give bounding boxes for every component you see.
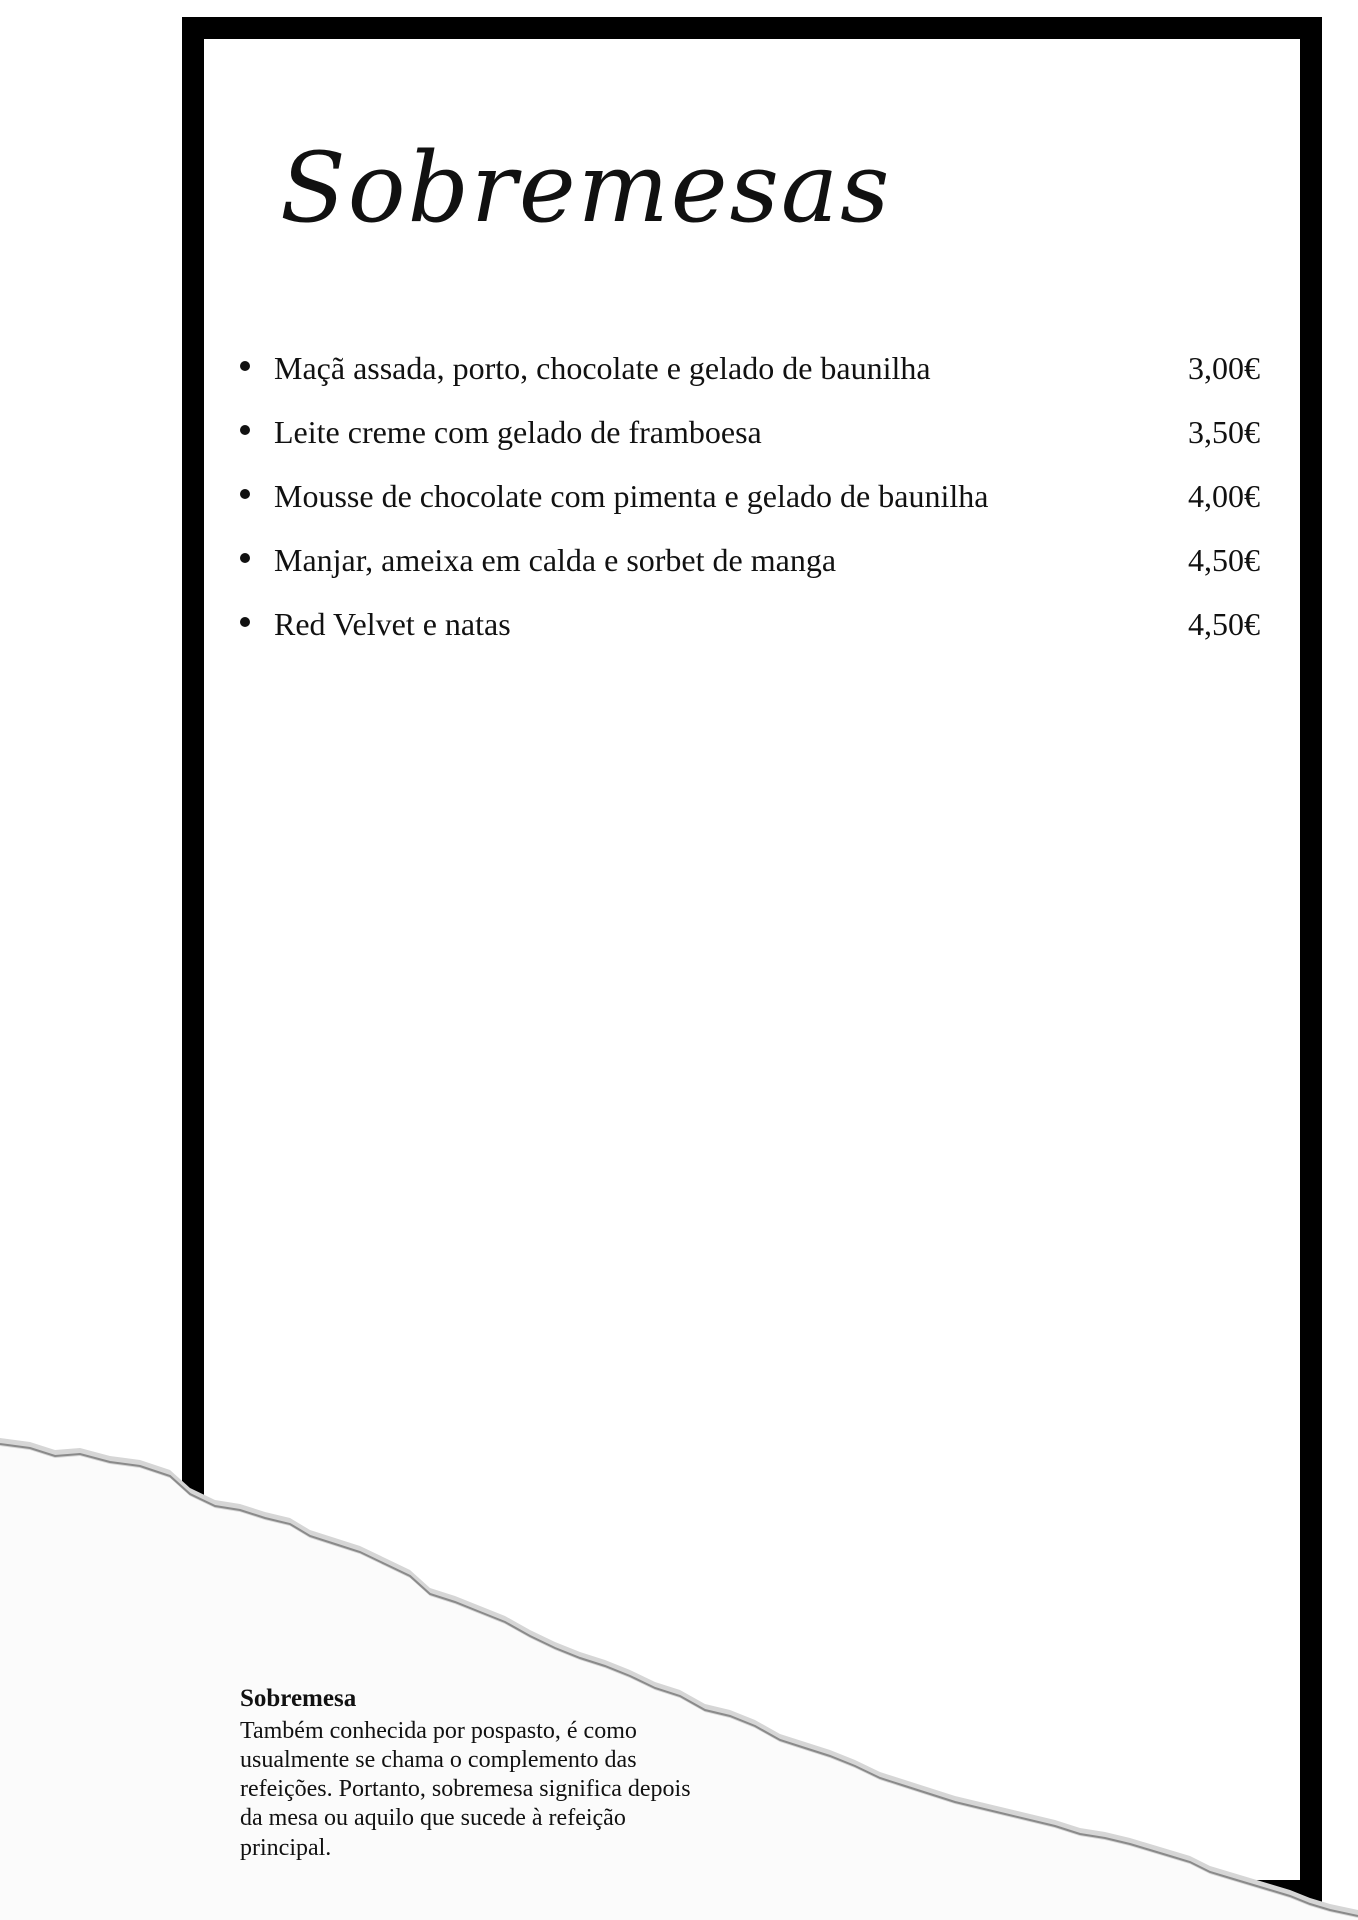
bullet-icon [240,489,250,499]
item-price: 4,50€ [1188,606,1260,642]
list-item [240,352,1260,416]
item-price: 3,00€ [1188,350,1260,386]
item-name: Leite creme com gelado de framboesa [274,414,762,450]
sobremesa-note [240,1684,700,1863]
list-item [240,480,1260,544]
item-price: 4,50€ [1188,542,1260,578]
item-name: Mousse de chocolate com pimenta e gelado de baunilha [274,478,989,514]
bullet-icon [240,425,250,435]
note-title: Sobremesa [240,1685,357,1712]
item-name: Maçã assada, porto, chocolate e gelado de baunilha [274,350,931,386]
page-title: Sobremesas [280,132,892,244]
item-name: Red Velvet e natas [274,606,511,642]
item-price: 3,50€ [1188,414,1260,450]
bullet-icon [240,361,250,371]
bullet-icon [240,617,250,627]
list-item [240,608,1260,672]
note-text: Também conhecida por pospasto, é como usualmente se chama o complemento das refeições. Portanto, sobremesa significa depois da mesa ou aquilo que sucede à refeição principal. [240,1717,691,1861]
list-item [240,416,1260,480]
dessert-menu-list [240,352,1260,672]
bullet-icon [240,553,250,563]
item-price: 4,00€ [1188,478,1260,514]
list-item [240,544,1260,608]
item-name: Manjar, ameixa em calda e sorbet de manga [274,542,837,578]
